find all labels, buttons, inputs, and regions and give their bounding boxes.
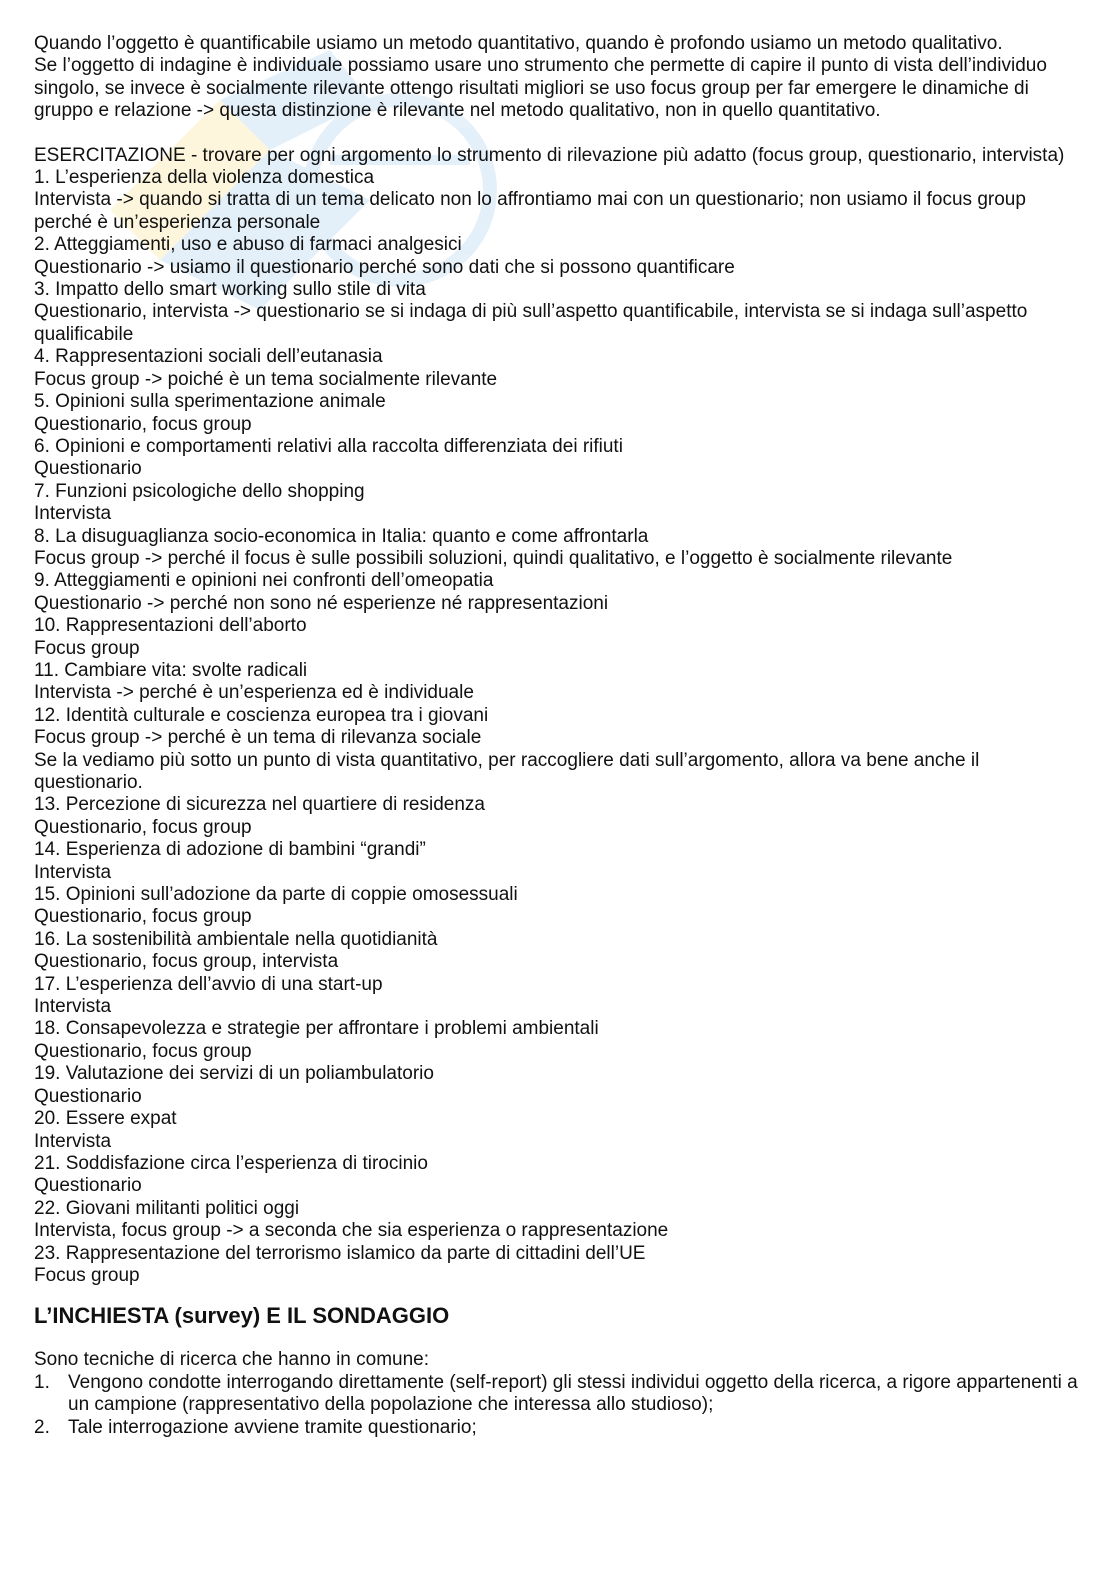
exercise-line: 15. Opinioni sull’adozione da parte di coppie omosessuali xyxy=(34,884,518,906)
exercise-line: Focus group xyxy=(34,1264,140,1286)
exercise-line: Questionario, focus group xyxy=(34,816,252,838)
exercise-line: 22. Giovani militanti politici oggi xyxy=(34,1197,300,1219)
list-item-number: 1. xyxy=(34,1371,50,1393)
exercise-line: 2. Atteggiamenti, uso e abuso di farmaci analgesici xyxy=(34,234,462,256)
exercise-line: 6. Opinioni e comportamenti relativi alla raccolta differenziata dei rifiuti xyxy=(34,435,623,457)
exercise-line: 12. Identità culturale e coscienza europea tra i giovani xyxy=(34,704,489,726)
exercise-line: 16. La sostenibilità ambientale nella quotidianità xyxy=(34,928,438,950)
exercise-line: Questionario xyxy=(34,458,142,480)
exercise-line: Questionario, focus group xyxy=(34,906,252,928)
exercise-list xyxy=(34,167,1084,1287)
exercise-line: Questionario xyxy=(34,1085,142,1107)
exercise-line: 8. La disuguaglianza socio-economica in Italia: quanto e come affrontarla xyxy=(34,525,649,547)
document-page xyxy=(34,33,1084,1439)
exercise-line: 1. L’esperienza della violenza domestica xyxy=(34,167,375,189)
exercise-line: Questionario -> usiamo il questionario perché sono dati che si possono quantificare xyxy=(34,256,735,278)
section-heading: L’INCHIESTA (survey) E IL SONDAGGIO xyxy=(34,1303,450,1329)
list-item-text: Vengono condotte interrogando direttamente (self-report) gli stessi individui oggetto della ricerca, a rigore appartenenti a un campione (rappresentativo della popolazione che interessa allo studioso); xyxy=(68,1371,1078,1416)
intro-paragraph-1: Quando l’oggetto è quantificabile usiamo un metodo quantitativo, quando è profondo usiamo un metodo qualitativo. xyxy=(34,33,1003,54)
exercise-line: Se la vediamo più sotto un punto di vista quantitativo, per raccogliere dati sull’argomento, allora va bene anche il questionario. xyxy=(34,749,980,793)
exercise-line: 10. Rappresentazioni dell’aborto xyxy=(34,615,307,637)
intro-paragraph-2: Se l’oggetto di indagine è individuale possiamo usare uno strumento che permette di capire il punto di vista dell’individuo singolo, se invece è socialmente rilevante ottengo risultati migliori se uso focus group per far emergere le dinamiche di gruppo e relazione -> questa distinzione è rilevante nel metodo qualitativo, non in quello quantitativo. xyxy=(34,55,1047,122)
exercise-line: Focus group -> poiché è un tema socialmente rilevante xyxy=(34,368,498,390)
list-item-number: 2. xyxy=(34,1416,50,1438)
exercise-line: 20. Essere expat xyxy=(34,1108,177,1130)
exercise-line: 11. Cambiare vita: svolte radicali xyxy=(34,659,308,681)
list-item-text: Tale interrogazione avviene tramite questionario; xyxy=(68,1416,477,1438)
exercise-line: 21. Soddisfazione circa l’esperienza di tirocinio xyxy=(34,1152,428,1174)
list-item xyxy=(34,1417,1084,1439)
exercise-title: ESERCITAZIONE - trovare per ogni argomento lo strumento di rilevazione più adatto (focus group, questionario, intervista) xyxy=(34,144,1065,166)
exercise-line: 9. Atteggiamenti e opinioni nei confronti dell’omeopatia xyxy=(34,570,494,592)
exercise-line: Intervista xyxy=(34,861,112,883)
exercise-line: Questionario, focus group xyxy=(34,1040,252,1062)
exercise-line: 5. Opinioni sulla sperimentazione animale xyxy=(34,391,386,413)
exercise-line: 17. L’esperienza dell’avvio di una start-up xyxy=(34,973,383,995)
exercise-line: 3. Impatto dello smart working sullo stile di vita xyxy=(34,279,426,301)
exercise-line: Focus group -> perché il focus è sulle possibili soluzioni, quindi qualitativo, e l’oggetto è socialmente rilevante xyxy=(34,547,953,569)
exercise-line: Questionario xyxy=(34,1175,142,1197)
exercise-line: Intervista xyxy=(34,503,112,525)
exercise-line: 13. Percezione di sicurezza nel quartiere di residenza xyxy=(34,794,485,816)
exercise-line: Intervista, focus group -> a seconda che sia esperienza o rappresentazione xyxy=(34,1220,669,1242)
exercise-line: Focus group xyxy=(34,637,140,659)
exercise-line: Intervista xyxy=(34,1130,112,1152)
section-lead: Sono tecniche di ricerca che hanno in comune: xyxy=(34,1349,430,1371)
exercise-line: Questionario, focus group xyxy=(34,413,252,435)
exercise-line: 4. Rappresentazioni sociali dell’eutanasia xyxy=(34,346,383,368)
exercise-line: 7. Funzioni psicologiche dello shopping xyxy=(34,480,365,502)
exercise-line: Intervista -> perché è un’esperienza ed è individuale xyxy=(34,682,474,704)
list-item xyxy=(34,1372,1084,1417)
exercise-line: Focus group -> perché è un tema di rilevanza sociale xyxy=(34,727,482,749)
exercise-line: Questionario, intervista -> questionario se si indaga di più sull’aspetto quantificabile, intervista se si indaga sull’aspetto qualificabile xyxy=(34,301,1028,345)
exercise-line: Intervista xyxy=(34,996,112,1018)
exercise-line: 18. Consapevolezza e strategie per affrontare i problemi ambientali xyxy=(34,1018,599,1040)
exercise-line: Intervista -> quando si tratta di un tema delicato non lo affrontiamo mai con un questionario; non usiamo il focus group perché è un’esperienza personale xyxy=(34,189,1026,233)
exercise-line: 23. Rappresentazione del terrorismo islamico da parte di cittadini dell’UE xyxy=(34,1242,646,1264)
section-numbered-list xyxy=(34,1372,1084,1439)
spacer xyxy=(34,123,1084,145)
exercise-line: 19. Valutazione dei servizi di un poliambulatorio xyxy=(34,1063,434,1085)
exercise-line: 14. Esperienza di adozione di bambini “grandi” xyxy=(34,839,426,861)
exercise-line: Questionario, focus group, intervista xyxy=(34,951,339,973)
exercise-line: Questionario -> perché non sono né esperienze né rappresentazioni xyxy=(34,592,609,614)
